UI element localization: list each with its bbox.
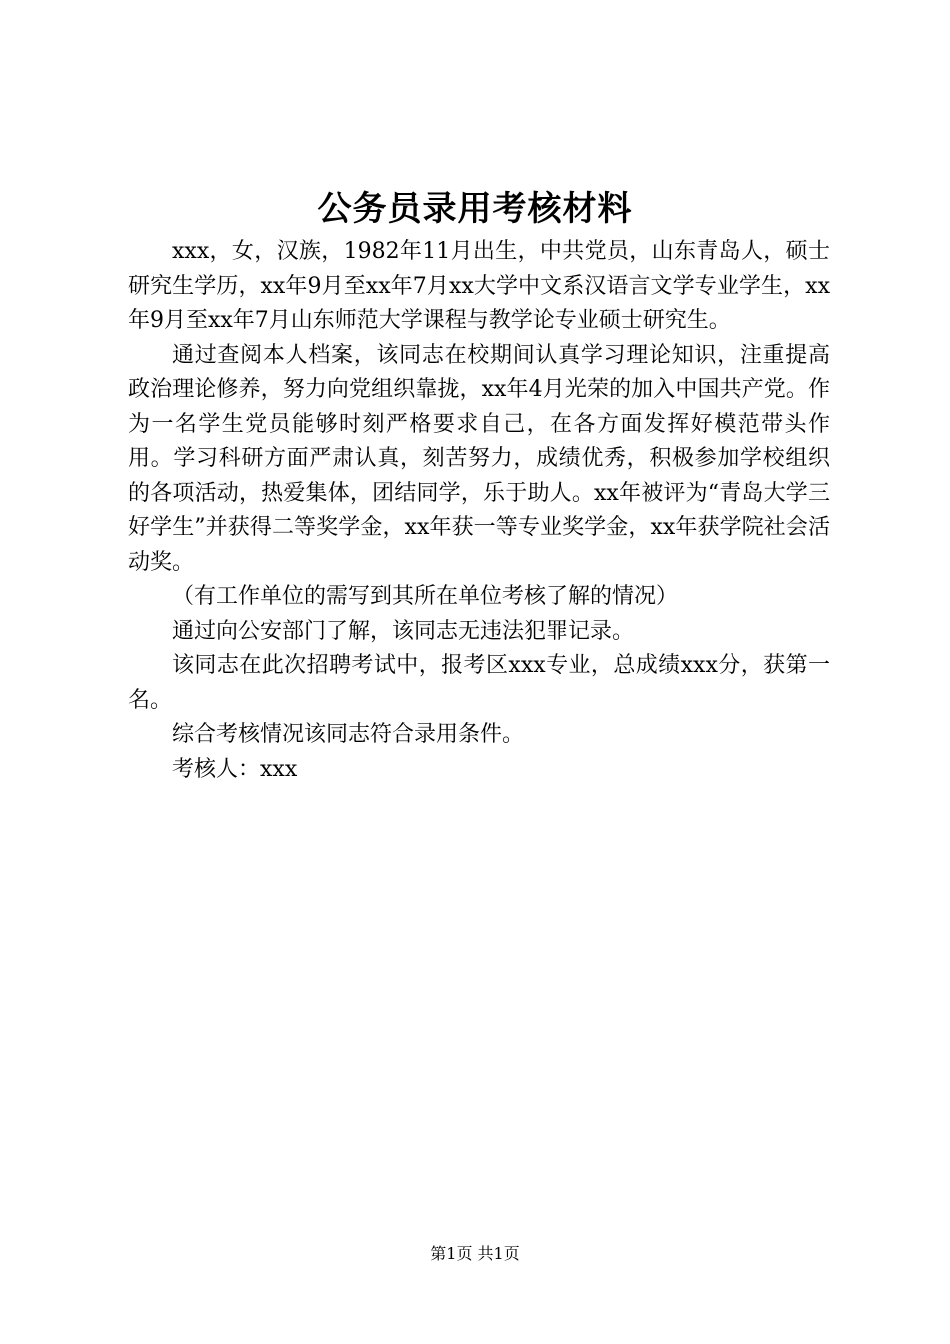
page-footer: 第1页 共1页 (430, 1244, 520, 1263)
paragraph-exam-result: 该同志在此次招聘考试中，报考区xxx专业，总成绩xxx分，获第一名。 (128, 653, 830, 713)
document-body (128, 235, 830, 787)
document-title: 公务员录用考核材料 (317, 189, 633, 229)
paragraph-school-performance: 通过查阅本人档案，该同志在校期间认真学习理论知识，注重提高政治理论修养，努力向党组织靠拢，xx年4月光荣的加入中国共产党。作为一名学生党员能够时刻严格要求自己，在各方面发挥好模范带头作用。学习科研方面严肃认真，刻苦努力，成绩优秀，积极参加学校组织的各项活动，热爱集体，团结同学，乐于助人。xx年被评为“青岛大学三好学生”并获得二等奖学金，xx年获一等专业奖学金，xx年获学院社会活动奖。 (128, 342, 830, 575)
paragraph-work-unit-note: （有工作单位的需写到其所在单位考核了解的情况） (172, 584, 679, 609)
paragraph-examiner: 考核人：xxx (172, 756, 298, 782)
paragraph-conclusion: 综合考核情况该同志符合录用条件。 (172, 722, 525, 747)
paragraph-personal-info: xxx，女，汉族，1982年11月出生，中共党员，山东青岛人，硕士研究生学历，xx年9月至xx年7月xx大学中文系汉语言文学专业学生，xx年9月至xx年7月山东师范大学课程与教学论专业硕士研究生。 (128, 239, 830, 333)
paragraph-police-record: 通过向公安部门了解，该同志无违法犯罪记录。 (172, 618, 635, 644)
